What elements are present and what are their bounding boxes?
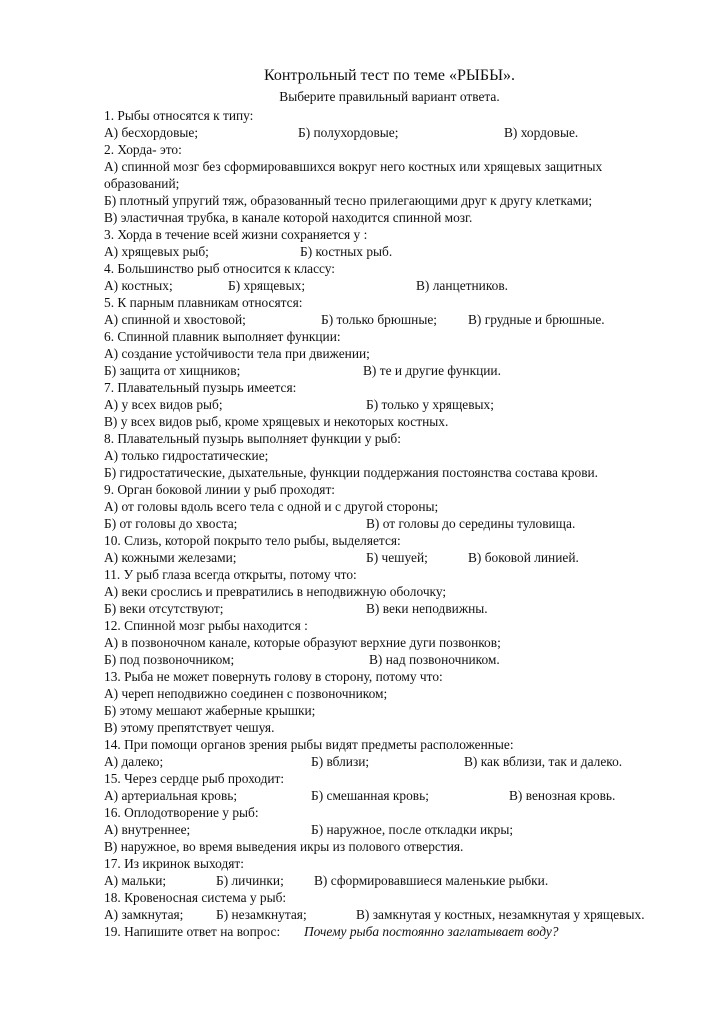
option-c: В) над позвоночником. [369,652,500,667]
option-a: А) мальки; [104,873,167,888]
option-c: В) венозная кровь. [509,788,616,803]
option-b: Б) личинки; [216,873,284,888]
option-c: В) от головы до середины туловища. [366,516,576,531]
option-b: Б) под позвоночником; [104,652,235,667]
option-a: А) артериальная кровь; [104,788,238,803]
option-c: В) сформировавшиеся маленькие рыбки. [314,873,549,888]
option-b: Б) незамкнутая; [216,907,307,922]
option-b: Б) веки отсутствуют; [104,601,224,616]
page-subtitle: Выберите правильный вариант ответа. [279,89,500,104]
option-b: Б) костных рыб. [300,244,393,259]
option-a: А) замкнутая; [104,907,184,922]
option-b: Б) только брюшные; [321,312,437,327]
option-a: А) от головы вдоль всего тела с одной и с другой стороны; [104,499,439,514]
option-c: В) наружное, во время выведения икры из полового отверстия. [104,839,464,854]
option-b: Б) наружное, после откладки икры; [311,822,514,837]
option-a: А) только гидростатические; [104,448,269,463]
option-a: А) хрящевых рыб; [104,244,209,259]
option-b: Б) гидростатические, дыхательные, функции поддержания постоянства состава крови. [104,465,599,480]
option-b: Б) этому мешают жаберные крышки; [104,703,316,718]
option-a: А) костных; [104,278,173,293]
option-b: Б) только у хрящевых; [366,397,494,412]
option-c: В) веки неподвижны. [366,601,488,616]
option-b: Б) от головы до хвоста; [104,516,238,531]
option-c: В) этому препятствует чешуя. [104,720,275,735]
option-c: В) замкнутая у костных, незамкнутая у хрящевых. [356,907,645,922]
open-question-text: Почему рыба постоянно заглатывает воду? [304,924,559,939]
option-b: Б) смешанная кровь; [311,788,429,803]
option-c: В) как вблизи, так и далеко. [464,754,623,769]
option-c: В) ланцетников. [416,278,509,293]
option-a: А) череп неподвижно соединен с позвоночником; [104,686,388,701]
option-b: Б) хрящевых; [228,278,306,293]
option-c: В) боковой линией. [468,550,579,565]
option-c: В) грудные и брюшные. [468,312,605,327]
option-c: В) хордовые. [504,125,579,140]
option-a: А) веки срослись и превратились в неподвижную оболочку; [104,584,447,599]
test-page: Контрольный тест по теме «РЫБЫ». Выберите правильный вариант ответа. 1. Рыбы относятся к типу: А) бесхордовые; Б) полухордовые; В) хордовые. 2. Хорда- это: А) спинной мозг без сформировавшихся вокруг него костных или хрящевых защитных образований; Б) плотный упругий тяж, образованный тесно прилегающими друг к другу клетками; В) эластичная трубка, в канале которой находится спинной мозг. 3. Хорда в течение всей жизни сохраняется у : А) хрящевых рыб; Б) костных рыб. 4. Большинство рыб относится к классу: А) костных; Б) хрящевых; В) ланцетников. 5. К парным плавникам относятся: А) спинной и хвостовой; Б) только брюшные; В) грудные и брюшные. 6. Спинной плавник выполняет функции: А) создание устойчивости тела при движении; Б) защита от хищников; В) те и другие функции. 7. Плавательный пузырь имеется: А) у всех видов рыб; Б) только у хрящевых; В) у всех видов рыб, кроме хрящевых и некоторых костных. 8. Плавательный пузырь выполняет функции у рыб: А) только гидростатические; Б) гидростатические, дыхательные, функции поддержания постоянства состава крови. 9. Орган боковой линии у рыб проходят: А) от головы вдоль всего тела с одной и с другой стороны; Б) от головы до хвоста; В) от головы до середины туловища. 10. Слизь, которой покрыто тело рыбы, выделяется: А) кожными железами; Б) чешуей; В) боковой линией. 11. У рыб глаза всегда открыты, потому что: А) веки срослись и превратились в неподвижную оболочку; Б) веки отсутствуют; В) веки неподвижны. 12. Спинной мозг рыбы находится : А) в позвоночном канале, которые образуют верхние дуги позвонков; Б) под позвоночником; В) над позвоночником. 13. Рыба не может повернуть голову в сторону, потому что: А) череп неподвижно соединен с позвоночником; Б) этому мешают жаберные крышки; В) этому препятствует чешуя. 14. При помощи органов зрения рыбы видят предметы расположенные: А) далеко; Б) вблизи; В) как вблизи, так и далеко. 15. Через сердце рыб проходит: А) артериальная кровь; Б) смешанная кровь; В) венозная кровь. 16. Оплодотворение у рыб: А) внутреннее; Б) наружное, после откладки икры; В) наружное, во время выведения икры из полового отверстия. 17. Из икринок выходят: А) мальки; Б) личинки; В) сформировавшиеся маленькие рыбки. 18. Кровеносная система у рыб: А) замкнутая; Б) незамкнутая; В) замкнутая у костных, незамкнутая у хрящевых. 19. Напишите ответ на вопрос: Почему рыба постоянно заглатывает воду? [0,0,725,1024]
option-b: Б) полухордовые; [298,125,399,140]
option-b: Б) чешуей; [366,550,428,565]
option-a-cont: образований; [104,176,180,191]
option-b: Б) защита от хищников; [104,363,241,378]
option-c: В) те и другие функции. [363,363,501,378]
option-a: А) кожными железами; [104,550,237,565]
option-c: В) у всех видов рыб, кроме хрящевых и некоторых костных. [104,414,449,429]
option-a: А) в позвоночном канале, которые образуют верхние дуги позвонков; [104,635,501,650]
option-a: А) создание устойчивости тела при движении; [104,346,370,361]
option-a: А) спинной мозг без сформировавшихся вокруг него костных или хрящевых защитных [104,159,603,174]
option-a: А) далеко; [104,754,164,769]
option-a: А) спинной и хвостовой; [104,312,246,327]
option-a: А) бесхордовые; [104,125,199,140]
page-title: Контрольный тест по теме «РЫБЫ». [263,67,516,84]
option-b: Б) плотный упругий тяж, образованный тесно прилегающими друг к другу клетками; [104,193,593,208]
option-b: Б) вблизи; [311,754,370,769]
option-c: В) эластичная трубка, в канале которой находится спинной мозг. [104,210,473,225]
option-a: А) у всех видов рыб; [104,397,223,412]
option-a: А) внутреннее; [104,822,191,837]
